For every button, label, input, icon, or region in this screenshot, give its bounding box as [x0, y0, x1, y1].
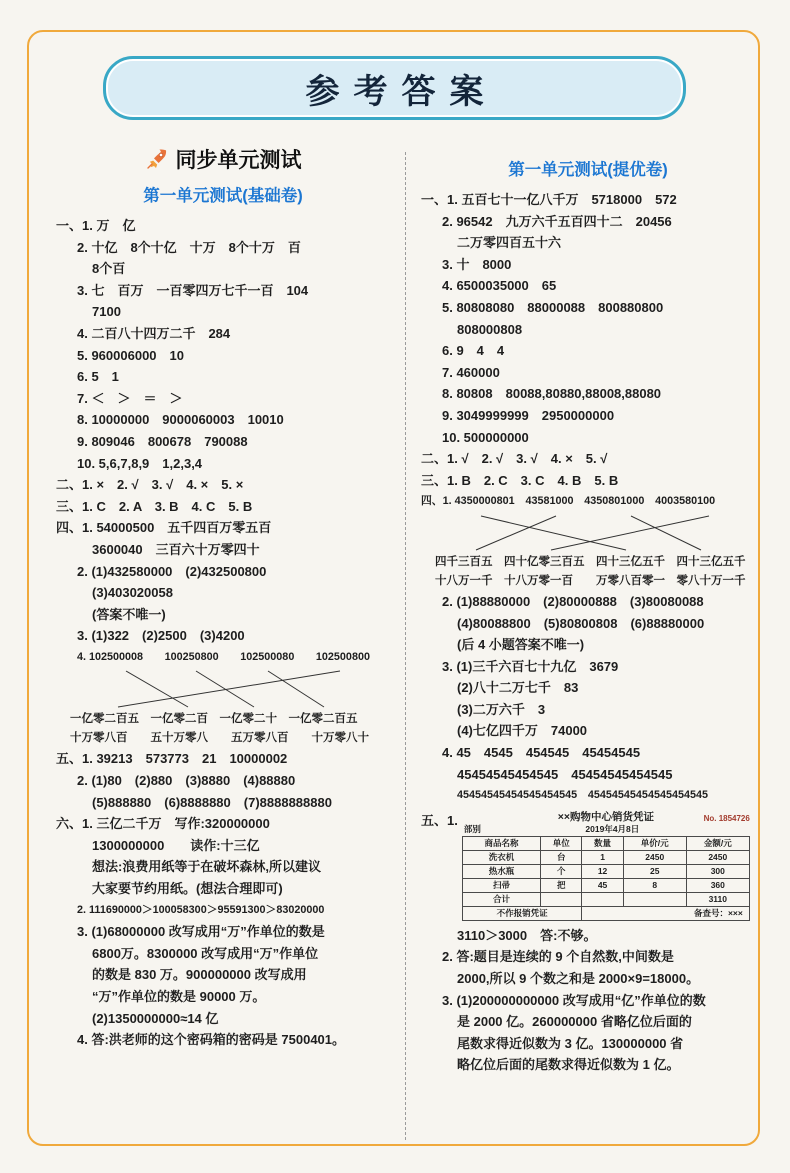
voucher-col-header: 商品名称: [462, 836, 540, 850]
answer-line: 3. (1)68000000 改写成用“万”作单位的数是: [77, 924, 325, 940]
answer-line: 3. 七 百万 一百零四万七千一百 104: [77, 282, 309, 298]
column-divider: [405, 152, 406, 1140]
answer-line: 6. 9 4 4: [442, 343, 505, 359]
left-paper-heading: 第一单元测试(基础卷): [143, 187, 303, 205]
voucher-cell: 300: [686, 864, 749, 878]
answer-line: 9. 3049999999 2950000000: [442, 407, 615, 423]
answer-line: 想法:浪费用纸等于在破坏森林,所以建议: [92, 859, 321, 875]
answer-line: 三、1. B 2. C 3. C 4. B 5. B: [421, 472, 619, 488]
right-column: [421, 152, 755, 1076]
answer-line: 3. (1)200000000000 改写成用“亿”作单位的数: [442, 992, 706, 1008]
voucher-cell: [541, 892, 582, 906]
answer-line: 2. (1)80 (2)880 (3)8880 (4)88880: [77, 773, 296, 789]
left-answers-block-b: [56, 748, 390, 1050]
voucher-cell: 洗衣机: [462, 850, 540, 864]
answer-line: 7100: [92, 304, 121, 320]
right-paper-heading: 第一单元测试(提优卷): [508, 161, 668, 179]
voucher-cell: 扫帚: [462, 878, 540, 892]
answer-line: 六、1. 三亿二千万 写作:320000000: [56, 816, 270, 832]
answer-line: 2. 答:题目是连续的 9 个自然数,中间数是: [442, 949, 674, 965]
voucher-cell: [582, 892, 623, 906]
voucher-cell: 12: [582, 864, 623, 878]
answer-line: 3. (1)322 (2)2500 (3)4200: [77, 628, 245, 644]
voucher-col-header: 单价/元: [623, 836, 686, 850]
answer-line: 7. 460000: [442, 364, 500, 380]
voucher-cell: 把: [541, 878, 582, 892]
answer-line: 大家要节约用纸。(想法合理即可): [92, 881, 283, 897]
answer-line: 3. (1)三千六百七十九亿 3679: [442, 658, 619, 674]
answer-line: 5. 80808080 88000088 800880800: [442, 299, 664, 315]
answer-line: 4. 45 4545 454545 45454545: [442, 745, 641, 761]
answer-line: (5)888880 (6)8888880 (7)8888888880: [92, 794, 332, 810]
answer-line: 7. ＜ ＞ ＝ ＞: [77, 390, 183, 406]
answer-line: 略亿位后面的尾数求得近似数为 1 亿。: [457, 1057, 680, 1073]
voucher-col-header: 数量: [582, 836, 623, 850]
voucher-header-row: [462, 836, 749, 850]
match-text-line: 四千三百五 四十亿零三百五 四十三亿五千 四十三亿五千: [435, 555, 746, 568]
answer-line: 三、1. C 2. A 3. B 4. C 5. B: [56, 498, 253, 514]
voucher-table: [462, 836, 750, 921]
answer-line: 二万零四百五十六: [457, 235, 562, 251]
voucher-cell: 8: [623, 878, 686, 892]
answer-line: 的数是 830 万。900000000 改写成用: [92, 967, 307, 983]
answer-line: (4)80088800 (5)80800808 (6)88880000: [457, 615, 705, 631]
voucher-cell: 个: [541, 864, 582, 878]
answer-line: (后 4 小题答案不唯一): [457, 637, 585, 653]
voucher-cell: 1: [582, 850, 623, 864]
matching-lines-diagram-left: [56, 669, 390, 709]
match-text-line: 十八万一千 十八万零一百 万零八百零一 零八十万一千: [435, 574, 746, 587]
answer-line: 6800万。8300000 改写成用“万”作单位: [92, 945, 319, 961]
answers-banner: [103, 56, 686, 120]
voucher-col-header: 金额/元: [686, 836, 749, 850]
answer-line: 五、1. 39213 573773 21 10000002: [56, 751, 288, 767]
voucher-footer-row: [462, 906, 749, 920]
answer-line: 二、1. × 2. √ 3. √ 4. × 5. ×: [56, 477, 244, 493]
sales-voucher: [462, 810, 750, 921]
voucher-header: [462, 810, 750, 824]
answer-line: 808000808: [457, 321, 523, 337]
answer-line: (答案不唯一): [92, 606, 166, 622]
question-five-row: [421, 810, 755, 921]
answer-line: 10. 500000000: [442, 429, 529, 445]
answer-line: 2. 111690000＞100058300＞95591300＞83020000: [77, 903, 325, 916]
answer-line: 4. 答:洪老师的这个密码箱的密码是 7500401。: [77, 1032, 346, 1048]
answer-line: 一、1. 五百七十一亿八千万 5718000 572: [421, 192, 677, 207]
right-answers-block-a: [421, 189, 755, 513]
answer-line: 45454545454545454545 45454545454545454545: [457, 789, 708, 802]
answer-line: 45454545454545 45454545454545: [457, 766, 673, 782]
voucher-row: [462, 878, 749, 892]
voucher-cell: 2450: [686, 850, 749, 864]
voucher-cell: 45: [582, 878, 623, 892]
answer-line: 1300000000 读作:十三亿: [92, 837, 260, 853]
answer-line: 3110＞3000 答:不够。: [457, 927, 597, 943]
question-five-label: 五、1.: [421, 812, 458, 828]
rocket-icon: [145, 147, 169, 171]
voucher-col-header: 单位: [541, 836, 582, 850]
voucher-title: ××购物中心销货凭证: [557, 810, 654, 823]
answer-line: (4)七亿四千万 74000: [457, 723, 588, 739]
voucher-cell: [623, 892, 686, 906]
voucher-cell: 3110: [686, 892, 749, 906]
page-title: 参考答案: [305, 72, 498, 111]
match-text-line: 一亿零二百五 一亿零二百 一亿零二十 一亿零二百五: [70, 713, 358, 726]
answer-line: 2. (1)88880000 (2)80000888 (3)80080088: [442, 593, 704, 609]
left-column: [56, 142, 390, 1051]
answer-line: 2. (1)432580000 (2)432500800: [77, 563, 267, 579]
right-answers-block-c: [421, 925, 755, 1076]
answer-line: 4. 6500035000 65: [442, 278, 557, 294]
answer-line: 2. 96542 九万六千五百四十二 20456: [442, 213, 672, 229]
answer-line: (2)八十二万七千 83: [457, 680, 579, 696]
answer-line: (2)1350000000≈14 亿: [92, 1010, 219, 1026]
voucher-footer-left: 不作报销凭证: [462, 906, 582, 920]
answer-line: (3)二万六千 3: [457, 701, 546, 717]
voucher-row: [462, 850, 749, 864]
answer-line: 4. 二百八十四万二千 284: [77, 325, 231, 341]
section-title-text: 同步单元测试: [175, 149, 302, 172]
voucher-cell: 合计: [462, 892, 540, 906]
answer-line: 10. 5,6,7,8,9 1,2,3,4: [77, 455, 203, 471]
voucher-cell: 热水瓶: [462, 864, 540, 878]
answer-line: 2. 十亿 8个十亿 十万 8个十万 百: [77, 239, 301, 255]
answer-line: 5. 960006000 10: [77, 347, 184, 363]
voucher-number: No. 1854726: [703, 813, 750, 823]
answer-line: 9. 809046 800678 790088: [77, 433, 248, 449]
voucher-cell: 2450: [623, 850, 686, 864]
voucher-cell: 360: [686, 878, 749, 892]
answer-line: 2000,所以 9 个数之和是 2000×9=18000。: [457, 971, 700, 987]
right-answers-block-b: [421, 591, 755, 807]
voucher-date: 2019年4月8日: [585, 823, 640, 834]
answer-line: 4. 102500008 100250800 102500080 102500800: [77, 650, 370, 663]
left-answers-block-a: [56, 215, 390, 668]
voucher-row: [462, 892, 749, 906]
voucher-row: [462, 864, 749, 878]
matching-lines-diagram-right: [421, 514, 755, 552]
voucher-footer-right: 备查号：×××: [582, 906, 749, 920]
answer-line: (3)403020058: [92, 585, 173, 601]
answer-line: 是 2000 亿。260000000 省略亿位后面的: [457, 1014, 692, 1030]
answer-line: 8个百: [92, 261, 126, 277]
voucher-cell: 25: [623, 864, 686, 878]
section-title: [56, 144, 390, 174]
answer-line: 一、1. 万 亿: [56, 218, 136, 233]
answer-line: “万”作单位的数是 90000 万。: [92, 989, 266, 1004]
answer-line: 3. 十 8000: [442, 256, 512, 272]
answer-line: 3600040 三百六十万零四十: [92, 541, 260, 557]
match-text-line: 十万零八百 五十万零八 五万零八百 十万零八十: [70, 732, 369, 745]
answer-line: 二、1. √ 2. √ 3. √ 4. × 5. √: [421, 451, 608, 467]
answer-line: 尾数求得近似数为 3 亿。130000000 省: [457, 1035, 684, 1051]
answer-line: 6. 5 1: [77, 369, 119, 385]
voucher-cell: 台: [541, 850, 582, 864]
answer-line: 四、1. 4350000801 43581000 4350801000 4003580100: [421, 495, 716, 508]
answer-line: 8. 10000000 9000060003 10010: [77, 412, 284, 428]
voucher-dept-label: 部别: [463, 823, 481, 834]
answer-line: 8. 80808 80088,80880,88008,88080: [442, 386, 662, 402]
answer-line: 四、1. 54000500 五千四百万零五百: [56, 520, 272, 536]
